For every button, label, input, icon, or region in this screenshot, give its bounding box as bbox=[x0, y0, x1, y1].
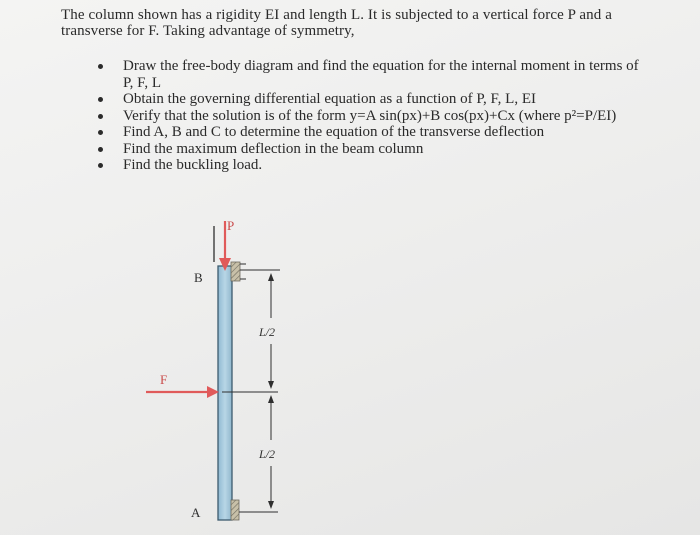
task-text-continuation: P, F, L bbox=[123, 74, 161, 91]
upper-dimension-label: L/2 bbox=[259, 325, 276, 339]
intro-line-1: The column shown has a rigidity EI and length L. It is subjected to a vertical force P and a bbox=[61, 7, 612, 23]
support-label-b: B bbox=[194, 270, 203, 285]
lower-dimension-label: L/2 bbox=[259, 447, 276, 461]
task-text: Find A, B and C to determine the equation of the transverse deflection bbox=[123, 124, 545, 140]
task-text: Verify that the solution is of the form y=A sin(px)+B cos(px)+Cx (where p²=P/EI) bbox=[123, 107, 617, 124]
transverse-force-arrow-f bbox=[146, 386, 219, 398]
task-text: Draw the free-body diagram and find the equation for the internal moment in terms of bbox=[123, 58, 639, 74]
intro-line-2: transverse for F. Taking advantage of symmetry, bbox=[61, 23, 355, 39]
force-label-f: F bbox=[160, 372, 168, 387]
task-text: Obtain the governing differential equation as a function of P, F, L, EI bbox=[123, 91, 537, 107]
task-text: Find the maximum deflection in the beam column bbox=[123, 140, 424, 157]
beam-column bbox=[218, 266, 232, 520]
support-label-a: A bbox=[191, 505, 201, 520]
task-text: Find the buckling load. bbox=[123, 157, 263, 173]
load-label-p: P bbox=[227, 218, 235, 233]
